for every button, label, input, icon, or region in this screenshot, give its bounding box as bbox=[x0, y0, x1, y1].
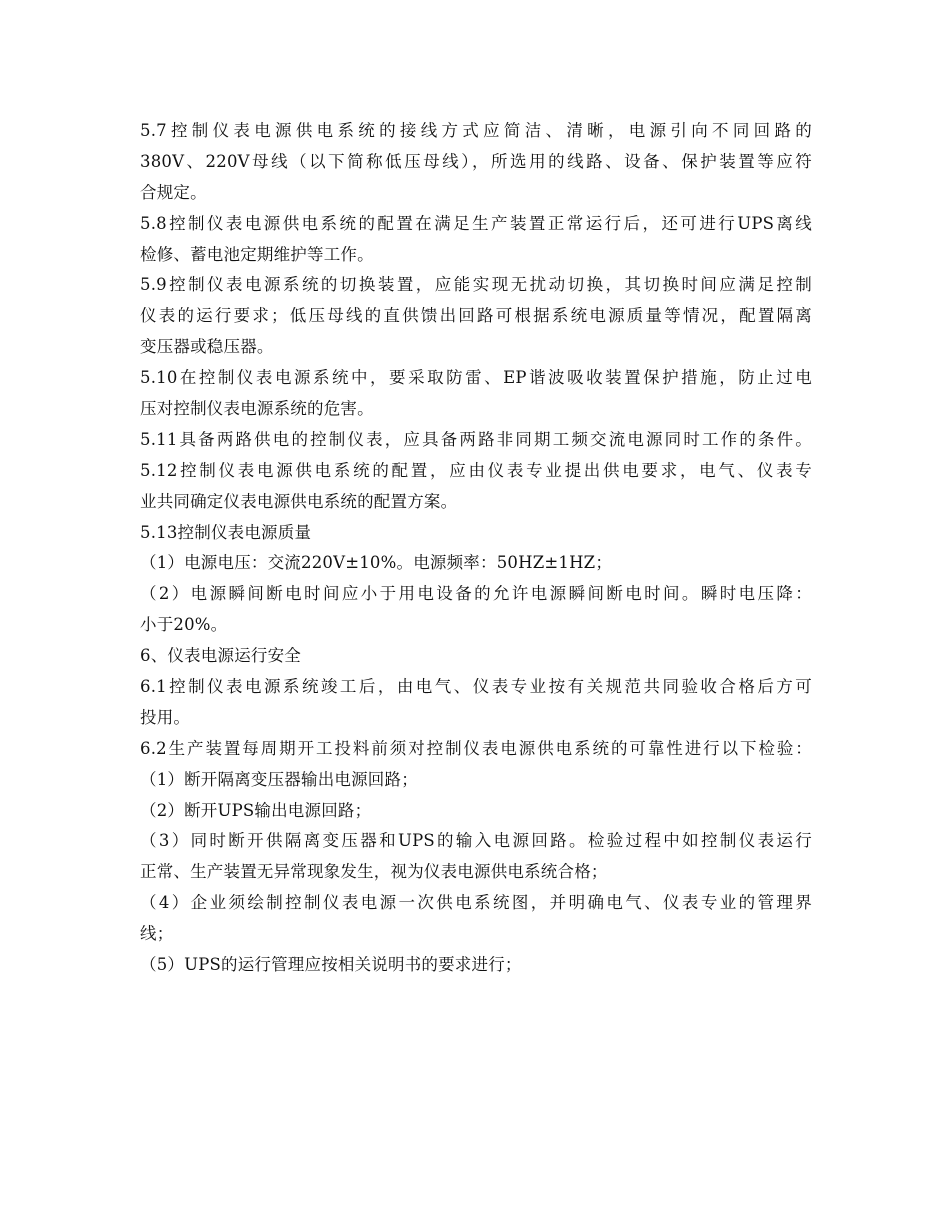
text-line: 5.9控制仪表电源系统的切换装置，应能实现无扰动切换，其切换时间应满足控制 bbox=[140, 275, 812, 295]
text-line: 6.2生产装置每周期开工投料前须对控制仪表电源供电系统的可靠性进行以下检验： bbox=[140, 738, 812, 758]
text-line: 线； bbox=[140, 924, 174, 944]
text-line: （2）电源瞬间断电时间应小于用电设备的允许电源瞬间断电时间。瞬时电压降： bbox=[140, 584, 812, 604]
text-line: 压对控制仪表电源系统的危害。 bbox=[140, 399, 374, 419]
text-line: 5.12控制仪表电源供电系统的配置，应由仪表专业提出供电要求，电气、仪表专 bbox=[140, 460, 812, 480]
document-body bbox=[140, 116, 812, 981]
text-line: 投用。 bbox=[140, 707, 191, 727]
text-line: 合规定。 bbox=[140, 182, 207, 202]
text-line: 小于20%。 bbox=[140, 615, 228, 635]
text-line: （1）电源电压：交流220V±10%。电源频率：50HZ±1HZ； bbox=[140, 553, 613, 573]
text-line: 6.1控制仪表电源系统竣工后，由电气、仪表专业按有关规范共同验收合格后方可 bbox=[140, 677, 812, 697]
text-line: 380V、220V母线（以下简称低压母线），所选用的线路、设备、保护装置等应符 bbox=[140, 151, 812, 171]
text-line: 5.11具备两路供电的控制仪表，应具备两路非同期工频交流电源同时工作的条件。 bbox=[140, 429, 812, 449]
text-line: 变压器或稳压器。 bbox=[140, 337, 274, 357]
text-line: （4）企业须绘制控制仪表电源一次供电系统图，并明确电气、仪表专业的管理界 bbox=[140, 893, 812, 913]
text-line: 5.8控制仪表电源供电系统的配置在满足生产装置正常运行后，还可进行UPS离线 bbox=[140, 213, 812, 233]
text-line: 检修、蓄电池定期维护等工作。 bbox=[140, 244, 374, 264]
section-heading: 6、仪表电源运行安全 bbox=[140, 646, 301, 666]
text-line: 5.7控制仪表电源供电系统的接线方式应简洁、清晰，电源引向不同回路的 bbox=[140, 121, 812, 140]
text-line: （1）断开隔离变压器输出电源回路； bbox=[140, 769, 418, 789]
text-line: 正常、生产装置无异常现象发生，视为仪表电源供电系统合格； bbox=[140, 862, 608, 882]
text-line: 5.10在控制仪表电源系统中，要采取防雷、EP谐波吸收装置保护措施，防止过电 bbox=[140, 368, 812, 388]
text-line: （3）同时断开供隔离变压器和UPS的输入电源回路。检验过程中如控制仪表运行 bbox=[140, 831, 812, 851]
text-line: （2）断开UPS输出电源回路； bbox=[140, 800, 372, 820]
text-line: 仪表的运行要求；低压母线的直供馈出回路可根据系统电源质量等情况，配置隔离 bbox=[140, 306, 812, 326]
text-line: （5）UPS的运行管理应按相关说明书的要求进行； bbox=[140, 955, 522, 975]
text-line: 业共同确定仪表电源供电系统的配置方案。 bbox=[140, 491, 458, 511]
section-heading: 5.13控制仪表电源质量 bbox=[140, 522, 312, 542]
